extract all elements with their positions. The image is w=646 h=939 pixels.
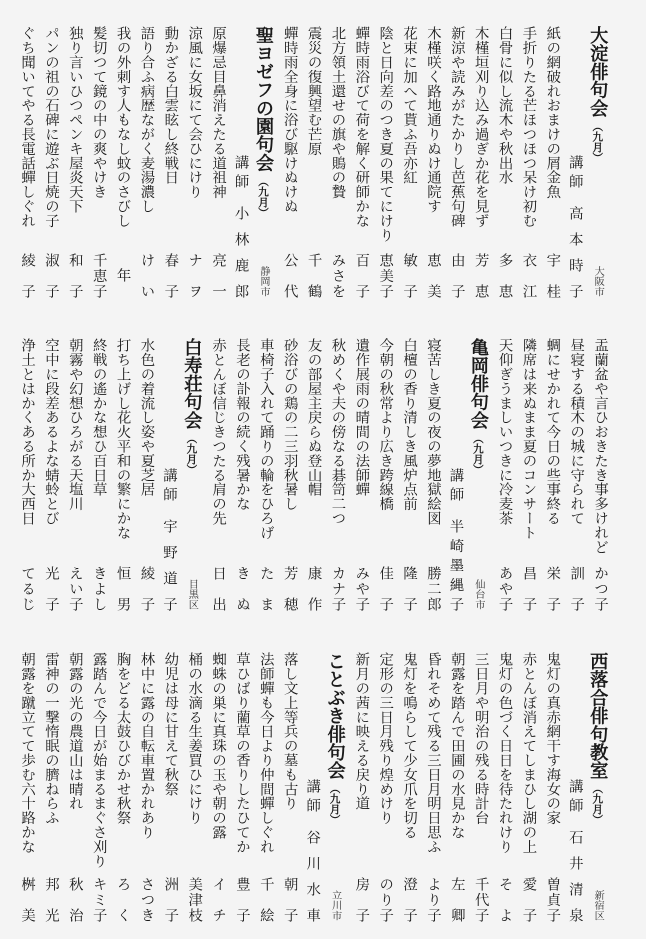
club-month: （九月） [591, 783, 604, 826]
instructor-name: 石井清泉 [566, 830, 583, 922]
haiku-author: 朝子 [281, 877, 298, 922]
instructor-label: 講師 [566, 155, 583, 193]
haiku-author: 恒男 [114, 566, 131, 611]
haiku-text: 涼風に女坂にて会ひにけり [186, 26, 203, 199]
haiku-author: 秋治 [66, 877, 83, 922]
haiku-entry [421, 652, 445, 922]
haiku-entry [135, 338, 159, 611]
club-name: 聖ヨゼフの園句会 [253, 26, 274, 172]
haiku-entry [326, 26, 350, 298]
haiku-text: 朝霧や幻想ひろがる天塩川 [66, 338, 83, 511]
club-location: 立川市 [329, 890, 341, 921]
haiku-text: 草ひばり藺草の香りしたひてか [233, 652, 250, 854]
haiku-author: 洲子 [162, 877, 179, 922]
haiku-author: けい [138, 253, 155, 298]
haiku-author: 愛子 [520, 877, 537, 922]
club-title [466, 338, 490, 475]
club-title [179, 338, 203, 475]
club-header [586, 652, 613, 922]
haiku-author: 佳子 [377, 566, 394, 611]
haiku-entry [111, 26, 135, 298]
haiku-author: 亮一 [210, 253, 227, 298]
haiku-text: 幼児は母に甘えて秋祭 [162, 652, 179, 796]
haiku-entry [349, 652, 373, 922]
haiku-text: 陰と日向差のつき夏の果てにけり [377, 26, 394, 242]
club-name: 大淀俳句会 [587, 26, 609, 117]
haiku-entry [135, 26, 159, 298]
haiku-author: 敏子 [401, 253, 418, 298]
haiku-author: 千絵 [257, 877, 274, 922]
haiku-entry [230, 652, 254, 922]
haiku-text: 我の外刺す人もなし蚊のさびし [114, 26, 131, 228]
haiku-text: 友の部屋主戻らぬ登山帽 [305, 338, 322, 497]
instructor-label: 講師 [447, 468, 464, 506]
haiku-text: 語り合ふ病歴ながく麦湯濃し [138, 26, 155, 214]
haiku-entry [206, 26, 230, 298]
haiku-text: 蟬時雨浴びて荷を解く研師かな [353, 26, 370, 228]
haiku-text: 雷神の一撃惰眠の臍ねらふ [42, 652, 59, 825]
club-name: 白寿荘句会 [181, 338, 203, 429]
haiku-author: 宇桂 [544, 253, 561, 298]
haiku-entry [39, 652, 63, 922]
haiku-text: 鬼灯の色づく日日を待たれけり [496, 652, 513, 854]
haiku-text: 赤とんぼ消えてしまひし湖の上 [520, 652, 537, 854]
club-header [251, 26, 278, 298]
haiku-entry [254, 652, 278, 922]
haiku-entry [373, 652, 397, 922]
haiku-entry [540, 26, 564, 298]
club-header [466, 338, 493, 611]
haiku-author: 美津枝 [186, 877, 203, 922]
haiku-author: 訓子 [568, 566, 585, 611]
haiku-author: 恵美 [424, 253, 441, 298]
haiku-author: てるじ [19, 566, 36, 611]
haiku-entry [158, 652, 182, 922]
haiku-text: 落し文上等兵の墓も古り [281, 652, 298, 811]
haiku-text: 露踏んで今日が始まるまぐさ刈り [90, 652, 107, 868]
club-name: ことぶき俳句会 [324, 652, 346, 780]
club-instructor [230, 26, 251, 298]
haiku-text: 車椅子入れて踊りの輪をひろげ [257, 338, 274, 540]
haiku-author: きよし [90, 566, 107, 611]
haiku-entry [421, 338, 445, 611]
club-location: 静岡市 [258, 266, 269, 297]
instructor-label: 講師 [161, 468, 177, 506]
haiku-author: ろく [114, 877, 131, 922]
haiku-author: さつき [138, 877, 155, 922]
haiku-text: 昼寝する積木の城に守られて [568, 338, 585, 526]
haiku-text: 隣席は来ぬまま夏のコンサート [520, 338, 537, 540]
haiku-author: 芳恵 [472, 253, 489, 298]
haiku-author: きぬ [233, 566, 250, 611]
haiku-author: 左卿 [448, 877, 465, 922]
haiku-text: 今朝の秋常より広き跨線橋 [377, 338, 394, 511]
haiku-entry [63, 652, 87, 922]
haiku-entry [540, 338, 564, 611]
haiku-author: 昌子 [520, 566, 537, 611]
haiku-author: 澄子 [401, 877, 418, 922]
haiku-text: 法師蟬も今日より仲間蟬しぐれ [257, 652, 274, 854]
haiku-author: キミ子 [90, 877, 107, 922]
haiku-entry [493, 26, 517, 298]
haiku-entry [182, 652, 206, 922]
haiku-text: 長老の訃報の続く残暑かな [233, 338, 250, 511]
haiku-text: 林中に露の自転車置かれあり [138, 652, 155, 840]
haiku-author: 光子 [42, 566, 59, 611]
instructor-label: 講師 [232, 155, 249, 193]
instructor-name: 半崎墨縄子 [447, 519, 464, 611]
haiku-entry [517, 338, 541, 611]
instructor-name: 高本時子 [566, 206, 583, 298]
haiku-author: かつ子 [592, 566, 609, 611]
haiku-author: 多恵 [496, 253, 513, 298]
haiku-entry [39, 338, 63, 611]
haiku-entry [517, 652, 541, 922]
haiku-author: 栄子 [544, 566, 561, 611]
haiku-author: カナ子 [329, 566, 346, 611]
haiku-entry [397, 652, 421, 922]
haiku-text: 朝露を蹴立てて歩む六十路かな [19, 652, 36, 854]
haiku-entry [421, 26, 445, 298]
haiku-text: 蜘蛛の巣に真珠の玉や朝の露 [210, 652, 227, 840]
haiku-entry [111, 338, 135, 611]
haiku-entry [206, 652, 230, 922]
haiku-text: 浄土とはかくある所か大西日 [19, 338, 36, 526]
haiku-text: 胸をどる太鼓ひびかせ秋祭 [114, 652, 131, 825]
haiku-author: 千代子 [472, 877, 489, 922]
haiku-text: 天仰ぎうましいつきに冷麦茶 [496, 338, 513, 526]
haiku-entry [158, 26, 182, 298]
haiku-author: 千恵子 [90, 253, 107, 298]
haiku-text: 寝苦しき夏の夜の夢地獄絵図 [424, 338, 441, 526]
haiku-entry [493, 652, 517, 922]
club-header [180, 338, 207, 611]
haiku-author: 勝二郎 [424, 566, 441, 611]
haiku-entry [278, 338, 302, 611]
haiku-text: 花束に加へて貰ふ吾亦紅 [401, 26, 418, 185]
haiku-entry [87, 338, 111, 611]
club-name: 西落合俳句教室 [587, 652, 609, 780]
haiku-text: 蜩にせかれて今日の些事終る [544, 338, 561, 526]
haiku-author: 春子 [162, 253, 179, 298]
haiku-entry [397, 338, 421, 611]
haiku-entry [278, 652, 302, 922]
haiku-author: 由子 [448, 253, 465, 298]
haiku-text: 紙の網破れおまけの屑金魚 [544, 26, 561, 199]
haiku-author: たま [257, 566, 274, 611]
haiku-author: 豊子 [233, 877, 250, 922]
haiku-author: 康作 [305, 566, 322, 611]
haiku-entry [15, 338, 39, 611]
club-month: （九月） [185, 433, 198, 475]
haiku-text: 三日月や明治の残る時計台 [472, 652, 489, 825]
haiku-entry [493, 338, 517, 611]
club-month: （九月） [328, 783, 341, 826]
haiku-text: 新月の茜に映える戻り道 [353, 652, 370, 811]
instructor-label: 講師 [304, 779, 321, 817]
haiku-text: 朝露を踏んで田圃の水見かな [448, 652, 465, 840]
haiku-entry [206, 338, 230, 611]
haiku-entry [111, 652, 135, 922]
haiku-entry [254, 338, 278, 611]
haiku-text: 定形の三日月残り煌めけり [377, 652, 394, 825]
tier-1 [15, 26, 612, 298]
haiku-author: 百子 [353, 253, 370, 298]
haiku-text: 秋めくや夫の傍なる碁笥二つ [329, 338, 346, 526]
tier-2 [15, 338, 612, 611]
haiku-author: より子 [424, 877, 441, 922]
club-header [323, 652, 350, 922]
haiku-text: 動かざる白雲眩し終戦日 [162, 26, 179, 185]
haiku-entry [564, 338, 588, 611]
haiku-entry [15, 652, 39, 922]
haiku-text: パンの祖の石碑に遊ぶ日焼の子 [42, 26, 59, 228]
haiku-text: 北方領土還せの旗や鵙の贄 [329, 26, 346, 199]
haiku-entry [469, 26, 493, 298]
haiku-author: 芳穂 [281, 566, 298, 611]
haiku-author: イチ [210, 877, 227, 922]
haiku-entry [39, 26, 63, 298]
club-location: 大阪市 [592, 266, 604, 297]
club-instructor [158, 338, 179, 611]
haiku-entry [302, 338, 326, 611]
haiku-entry [588, 338, 612, 611]
haiku-entry [326, 338, 350, 611]
haiku-entry [349, 338, 373, 611]
haiku-author: 恵美子 [377, 253, 394, 298]
haiku-text: 朝露の光の農道山は晴れ [66, 652, 83, 811]
club-instructor [564, 652, 585, 922]
club-title [323, 652, 347, 825]
haiku-author: 桝美 [19, 877, 36, 922]
haiku-author: そよ [496, 877, 513, 922]
haiku-author: 公代 [281, 253, 298, 298]
haiku-entry [469, 652, 493, 922]
haiku-entry [63, 26, 87, 298]
haiku-author: 曽貞子 [544, 877, 561, 922]
haiku-entry [349, 26, 373, 298]
haiku-author: 隆子 [401, 566, 418, 611]
haiku-text: 独り言いひつペンキ屋炎天下 [66, 26, 83, 214]
haiku-text: 新涼や読みがたかりし芭蕉句碑 [448, 26, 465, 228]
club-instructor [302, 652, 323, 922]
haiku-entry [373, 338, 397, 611]
haiku-text: 白骨に似し流木や秋出水 [496, 26, 513, 185]
club-location: 仙台市 [472, 579, 484, 610]
haiku-text: 鬼灯の真赤網干す海女の家 [544, 652, 561, 825]
haiku-entry [15, 26, 39, 298]
club-name: 亀岡俳句会 [467, 338, 489, 429]
haiku-entry [87, 26, 111, 298]
haiku-entry [63, 338, 87, 611]
haiku-author: 邦光 [42, 877, 59, 922]
club-month: （九月） [257, 175, 269, 218]
haiku-entry [373, 26, 397, 298]
haiku-text: 原爆忌目鼻消えたる道祖神 [210, 26, 227, 199]
haiku-text: 赤とんぼ信じきつたる肩の先 [210, 338, 227, 526]
haiku-author: みさを [329, 253, 346, 298]
haiku-author: 日出 [210, 566, 227, 611]
haiku-author: 年 [114, 268, 131, 283]
haiku-entry [230, 338, 254, 611]
instructor-name: 谷川水車 [304, 830, 321, 922]
haiku-text: 空中に段差あるよな蜻蛉とび [42, 338, 59, 526]
haiku-text: 遺作展雨の晴間の法師蟬 [353, 338, 370, 497]
haiku-text: 白檀の香り清しき風炉点前 [401, 338, 418, 511]
haiku-entry [517, 26, 541, 298]
haiku-author: 房子 [353, 877, 370, 922]
haiku-text: 盂蘭盆や言ひおきたき事多けれど [592, 338, 609, 554]
haiku-text: 水色の着流し姿や夏芝居 [138, 338, 155, 497]
haiku-text: 蟬時雨全身に浴び駆けぬけぬ [281, 26, 298, 214]
instructor-label: 講師 [566, 779, 583, 817]
club-instructor [445, 338, 466, 611]
haiku-text: 終戦の遙かな想ひ百日草 [90, 338, 107, 497]
haiku-text: 木槿咲く路地通りぬけ通院す [424, 26, 441, 214]
club-month: （九月） [471, 433, 484, 475]
haiku-author: 淑子 [42, 253, 59, 298]
club-month: （九月） [591, 121, 604, 163]
instructor-name: 宇野道子 [161, 519, 177, 611]
haiku-entry [397, 26, 421, 298]
haiku-author: 綾子 [19, 253, 36, 298]
club-title [251, 26, 275, 218]
haiku-entry [302, 26, 326, 298]
haiku-author: 和子 [66, 253, 83, 298]
haiku-author: えい子 [66, 566, 83, 611]
haiku-entry [135, 652, 159, 922]
haiku-text: 昏れそめて残る三日月明日思ふ [424, 652, 441, 854]
haiku-author: みや子 [353, 566, 370, 611]
haiku-text: 木槿垣刈り込み過ぎか花を見ず [472, 26, 489, 228]
haiku-author: 衣江 [520, 253, 537, 298]
haiku-text: 桶の水滴る生姜買ひにけり [186, 652, 203, 825]
club-location: 新宿区 [592, 890, 604, 921]
haiku-entry [445, 652, 469, 922]
instructor-name: 小林鹿郎 [232, 206, 249, 298]
club-instructor [564, 26, 585, 298]
haiku-author: 千鶴 [305, 253, 322, 298]
haiku-author: 綾子 [138, 566, 155, 611]
haiku-text: 手折りたる芒ほつほつ呆け初む [520, 26, 537, 228]
haiku-text: ぐち聞いてやる長電話蟬しぐれ [19, 26, 36, 228]
haiku-text: 鬼灯を鳴らして少女爪を切る [401, 652, 418, 840]
haiku-text: 髪切つて鏡の中の爽やけき [90, 26, 107, 199]
haiku-text: 打ち上げし花火平和の繁にかな [114, 338, 131, 540]
haiku-entry [540, 652, 564, 922]
haiku-author: のり子 [377, 877, 394, 922]
club-title [585, 652, 609, 825]
haiku-entry [445, 26, 469, 298]
tier-3 [15, 652, 612, 922]
club-title [585, 26, 609, 163]
haiku-text: 震災の復興望む芒原 [305, 26, 322, 156]
club-header [586, 26, 613, 298]
haiku-entry [87, 652, 111, 922]
haiku-author: ナヲ [186, 253, 203, 298]
haiku-entry [278, 26, 302, 298]
haiku-text: 砂浴びの鶏の二三羽秋暑し [281, 338, 298, 511]
club-location: 目黒区 [186, 579, 198, 610]
haiku-author: あや子 [496, 566, 513, 611]
haiku-entry [182, 26, 206, 298]
